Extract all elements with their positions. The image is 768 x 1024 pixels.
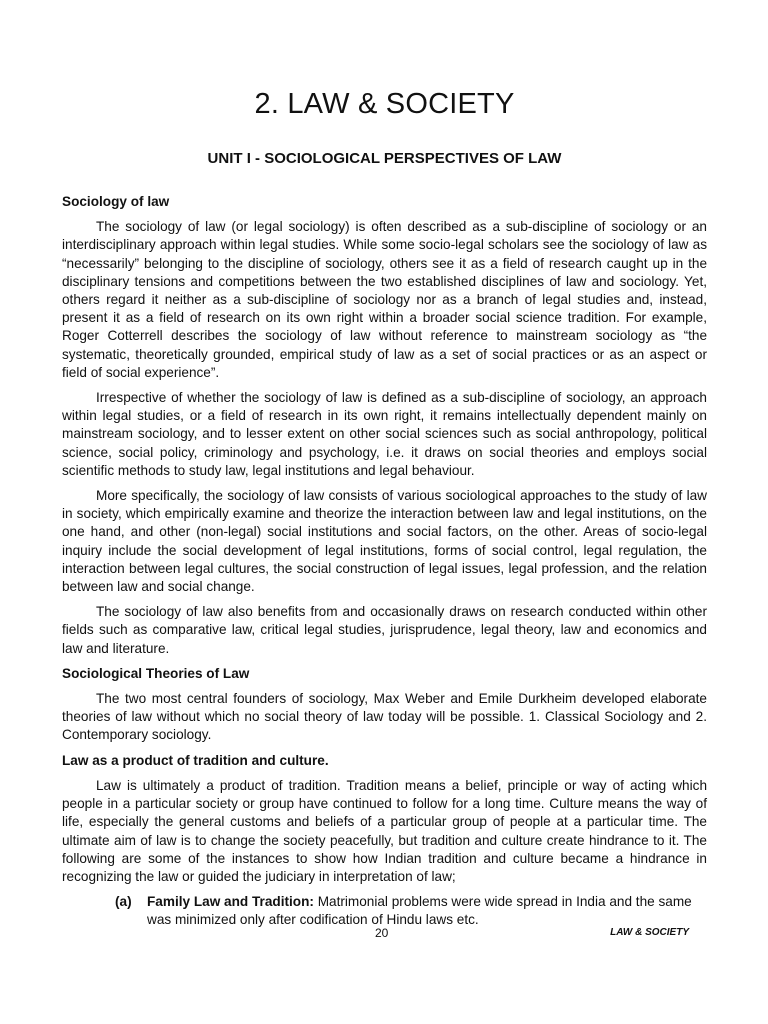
paragraph: The two most central founders of sociology, Max Weber and Emile Durkheim developed elaborate theories of law without which no social theory of law today will be possible. 1. Classical Sociology and 2. Contemporary sociology. (62, 691, 707, 743)
section-heading: Law as a product of tradition and culture. (62, 752, 329, 768)
list-marker: (a) (115, 894, 132, 910)
unit-title: UNIT I - SOCIOLOGICAL PERSPECTIVES OF LAW (207, 150, 562, 167)
section-heading: Sociological Theories of Law (62, 665, 250, 681)
body-content (62, 193, 707, 930)
paragraph: The sociology of law also benefits from and occasionally draws on research conducted within other fields such as comparative law, critical legal studies, jurisprudence, legal theory, law and economics and law and literature. (62, 604, 707, 656)
section-heading: Sociology of law (62, 194, 170, 209)
chapter-title: 2. LAW & SOCIETY (254, 88, 515, 120)
paragraph: Irrespective of whether the sociology of law is defined as a sub-discipline of sociology, an approach within legal studies, or a field of research in its own right, it remains intellectually dependent mainly on mainstream sociology, and to lesser extent on other social sciences such as social anthropology, political science, social policy, criminology and psychology, i.e. it draws on social theories and employs social scientific methods to study law, legal institutions and legal behaviour. (62, 390, 707, 478)
page-number: 20 (375, 926, 389, 940)
paragraph: Law is ultimately a product of tradition. Tradition means a belief, principle or way of acting which people in a particular society or group have continued to follow for a long time. Culture means the way of life, especially the general customs and beliefs of a particular group of people at a particular time. The ultimate aim of law is to change the society peacefully, but tradition and culture create hindrance to it. The following are some of the instances to show how Indian tradition and culture became a hindrance in recognizing the law or guided the judiciary in interpretation of law; (62, 777, 707, 884)
paragraph: More specifically, the sociology of law consists of various sociological approaches to the study of law in society, which empirically examine and theorize the interaction between law and legal institutions, on the one hand, and other (non-legal) social institutions and social factors, on the other. Areas of socio-legal inquiry include the social development of legal institutions, forms of social control, legal regulation, the interaction between legal cultures, the social construction of legal issues, legal profession, and the relation between law and social change. (62, 488, 707, 595)
list-item-text: Matrimonial problems were wide spread in India and the same was minimized only after codification of Hindu laws etc. (147, 894, 692, 928)
running-title: LAW & SOCIETY (610, 927, 689, 938)
list-item-body (147, 893, 707, 929)
list-item-term: Family Law and Tradition: (147, 894, 314, 910)
document-page (62, 0, 707, 1024)
list-item (62, 893, 707, 929)
page-footer (62, 926, 707, 944)
paragraph: The sociology of law (or legal sociology) is often described as a sub-discipline of sociology or an interdisciplinary approach within legal studies. While some socio-legal scholars see the sociology of law as “necessarily” belonging to the discipline of sociology, others see it as a field of research caught up in the disciplinary tensions and competitions between the two established disciplines of law and sociology. Yet, others regard it neither as a sub-discipline of sociology nor as a branch of legal studies and, instead, present it as a field of research on its own right within a broader social science tradition. For example, Roger Cotterrell describes the sociology of law without reference to mainstream sociology as “the systematic, theoretically grounded, empirical study of law as a set of social practices or as an aspect or field of social experience”. (62, 219, 707, 380)
